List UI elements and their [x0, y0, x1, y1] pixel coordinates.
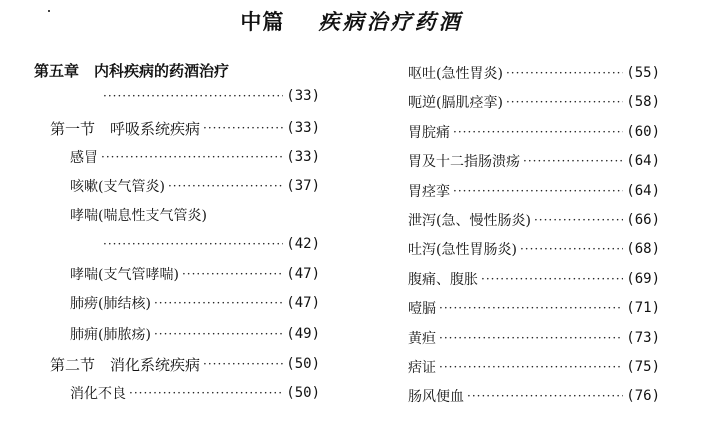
- toc-entry-page: (76): [626, 388, 660, 405]
- page-header: [0, 6, 703, 36]
- toc-entry: [408, 89, 660, 115]
- toc-entry-page: (49): [286, 326, 320, 342]
- toc-entry: [100, 83, 320, 109]
- dot-leader: [439, 301, 623, 315]
- toc-entry-page: (33): [286, 88, 320, 104]
- toc-entry-page: (60): [626, 123, 660, 140]
- toc-entry: [408, 236, 660, 262]
- toc-entry-page: (73): [626, 329, 660, 346]
- toc-entry-label: 消化不良: [70, 386, 126, 402]
- dot-leader: [103, 89, 283, 103]
- toc-entry: [70, 202, 320, 228]
- toc-entry-label: 呕吐(急性胃炎): [408, 66, 503, 82]
- toc-entry-page: (47): [286, 266, 320, 282]
- toc-entry: [70, 321, 320, 347]
- dot-leader: [103, 237, 283, 251]
- toc-entry-label: 肺痈(肺脓疡): [70, 327, 151, 343]
- dot-leader: [439, 331, 623, 345]
- dot-leader: [203, 121, 283, 135]
- toc-entry-label: 第五章 内科疾病的药酒治疗: [34, 61, 230, 80]
- toc-entry-page: (42): [286, 236, 320, 252]
- toc-entry: [408, 178, 660, 204]
- dot-leader: [101, 150, 283, 164]
- dot-leader: [506, 95, 623, 109]
- toc-entry-label: 噎膈: [408, 301, 436, 318]
- dot-leader: [534, 213, 623, 227]
- toc-entry-page: (50): [286, 356, 320, 372]
- toc-entry: [408, 383, 660, 409]
- toc-entry: [50, 351, 320, 377]
- toc-entry-label: 第二节 消化系统疾病: [50, 355, 201, 374]
- dot-leader: [453, 125, 623, 139]
- toc-entry: [70, 380, 320, 406]
- dot-leader: [154, 296, 283, 310]
- toc-entry: [408, 354, 660, 380]
- toc-entry-page: (55): [626, 65, 660, 81]
- section-title: 疾病治疗药酒: [318, 10, 463, 34]
- part-title: 中篇: [240, 10, 285, 34]
- toc-entry-label: 泄泻(急、慢性肠炎): [408, 213, 531, 229]
- toc-entry-label: 胃脘痛: [408, 124, 450, 141]
- dot-leader: [168, 179, 283, 193]
- toc-entry: [408, 60, 660, 86]
- dot-leader: [154, 327, 283, 341]
- toc-entry-label: 胃及十二指肠溃疡: [408, 154, 520, 171]
- toc-entry-page: (75): [626, 359, 660, 375]
- toc-entry: [408, 325, 660, 351]
- toc-entry-page: (47): [286, 295, 320, 311]
- toc-entry-page: (64): [626, 153, 660, 170]
- dot-leader: [520, 242, 623, 256]
- dot-leader: [203, 357, 283, 371]
- toc-entry-page: (64): [626, 182, 660, 199]
- toc-entry-label: 哮喘(喘息性支气管炎): [70, 208, 207, 224]
- toc-entry: [70, 261, 320, 287]
- toc-entry-page: (66): [626, 212, 660, 228]
- toc-entry-label: 第一节 呼吸系统疾病: [50, 119, 201, 138]
- dot-leader: [453, 184, 623, 198]
- toc-entry: [408, 148, 660, 174]
- toc-entry: [34, 57, 300, 83]
- toc-entry: [408, 119, 660, 145]
- toc-entry-page: (50): [286, 385, 320, 401]
- toc-entry-label: 吐泻(急性胃肠炎): [408, 242, 517, 259]
- dot-leader: [523, 154, 623, 168]
- toc-entry-page: (69): [626, 270, 660, 287]
- toc-entry: [50, 115, 320, 141]
- toc-entry-label: 黄疸: [408, 330, 436, 347]
- dot-leader: [129, 386, 283, 400]
- dot-leader: [506, 66, 623, 80]
- toc-entry: [70, 144, 320, 170]
- toc-entry-page: (33): [286, 120, 320, 136]
- toc-entry: [408, 295, 660, 321]
- toc-entry-page: (71): [626, 300, 660, 317]
- dot-leader: [439, 360, 623, 374]
- toc-entry-label: 呃逆(膈肌痉挛): [408, 95, 503, 112]
- toc-entry-label: 痞证: [408, 360, 436, 376]
- toc-entry-label: 肠风便血: [408, 389, 464, 406]
- toc-entry-page: (37): [286, 178, 320, 194]
- toc-entry: [408, 207, 660, 233]
- toc-entry-label: 感冒: [70, 150, 98, 166]
- toc-entry-label: 腹痛、腹胀: [408, 271, 478, 288]
- toc-entry-page: (68): [626, 241, 660, 258]
- toc-entry-page: (58): [626, 94, 660, 111]
- toc-entry-page: (33): [286, 149, 320, 165]
- toc-entry-label: 哮喘(支气管哮喘): [70, 267, 179, 283]
- toc-entry: [408, 266, 660, 292]
- toc-entry-label: 胃痉挛: [408, 183, 450, 200]
- toc-entry-label: 咳嗽(支气管炎): [70, 179, 165, 195]
- toc-entry: [100, 231, 320, 257]
- toc-entry-label: 肺痨(肺结核): [70, 296, 151, 312]
- toc-entry: [70, 173, 320, 199]
- dot-leader: [467, 389, 623, 403]
- toc-entry: [70, 290, 320, 316]
- dot-leader: [481, 272, 623, 286]
- dot-leader: [182, 267, 283, 281]
